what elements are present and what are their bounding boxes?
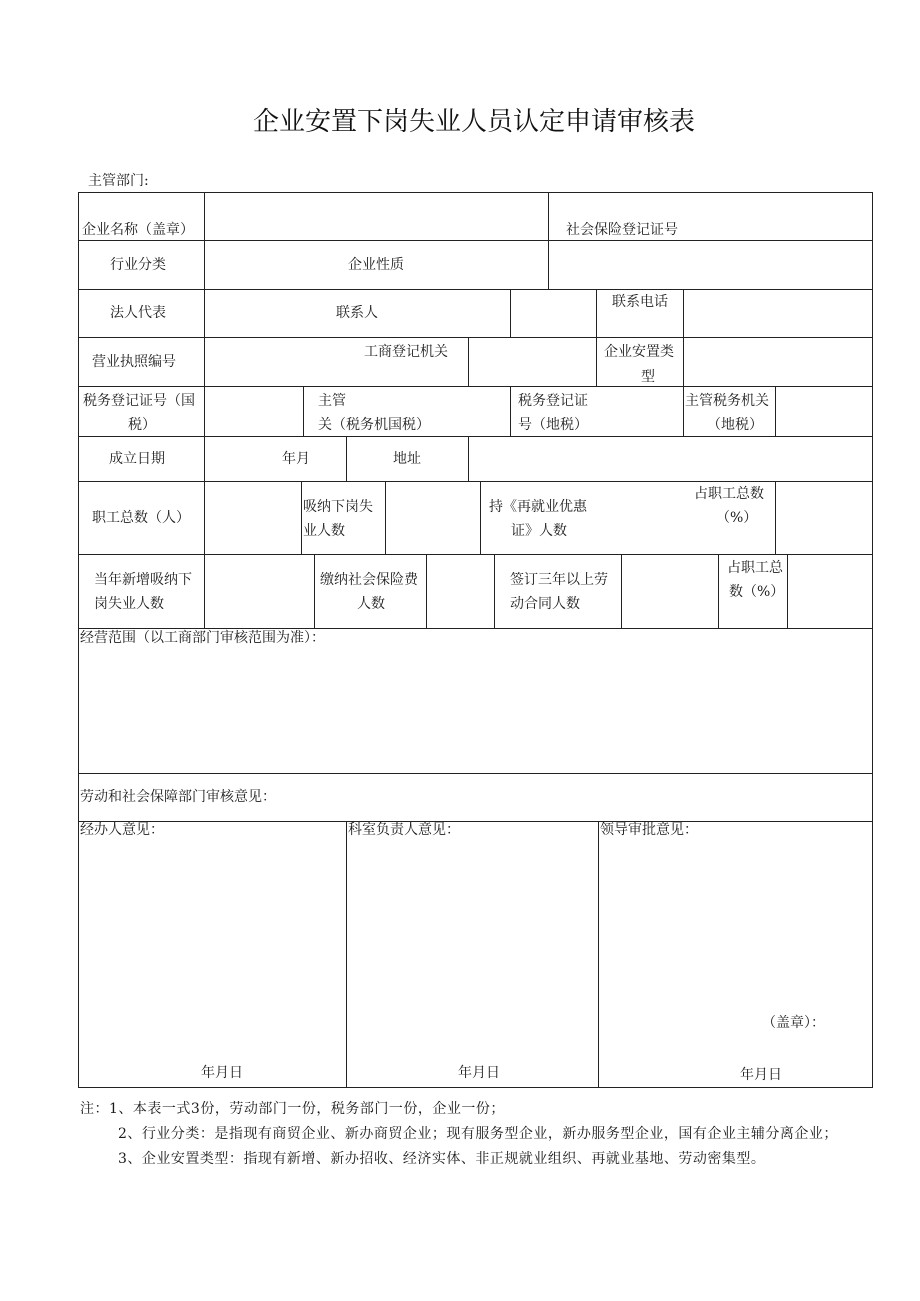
contact-person-label: 联系人 [336,305,378,321]
table-column-rule [468,436,469,481]
address-label: 地址 [393,451,421,467]
table-row-rule [78,554,873,555]
year-month-label: 年月 [282,451,310,467]
table-column-rule [598,821,599,1087]
date-label-handler: 年月日 [201,1065,243,1081]
table-column-rule [346,436,347,481]
social-insurance-paid-label-line1: 缴纳社会保险费 [320,572,418,588]
tax-authority-national-label-line1: 主管 [318,393,346,409]
table-row-rule [78,386,873,387]
contract-label-line2: 动合同人数 [510,596,580,612]
table-column-rule [787,554,788,628]
table-column-rule [775,386,776,436]
date-label-leader: 年月日 [740,1067,782,1083]
established-date-label: 成立日期 [109,451,165,467]
tax-reg-national-label-line1: 税务登记证号（国 [83,393,195,409]
table-row-rule [78,240,873,241]
note-3: 3、企业安置类型：指现有新增、新办招收、经济实体、非正规就业组织、再就业基地、劳动密集型。 [118,1151,766,1167]
enterprise-nature-label: 企业性质 [348,257,404,273]
table-column-rule [510,386,511,436]
staff-ratio-label-2-line1: 占职工总 [727,560,783,576]
tax-reg-local-label-line1: 税务登记证 [518,393,588,409]
tax-reg-national-label-line2: 税） [128,417,156,433]
staff-ratio-label-2-line2: 数（%） [729,584,785,600]
table-column-rule [346,821,347,1087]
absorbed-laid-off-label-line1: 吸纳下岗失 [303,499,373,515]
table-column-rule [718,554,719,628]
table-column-rule [775,481,776,554]
table-column-rule [480,481,481,554]
new-absorbed-label-line2: 岗失业人数 [94,596,164,612]
section-head-opinion-label: 科室负责人意见： [348,822,460,838]
table-row-rule [78,773,873,774]
social-insurance-no-label: 社会保险登记证号 [566,222,678,238]
industry-label: 行业分类 [110,257,166,273]
handler-opinion-label: 经办人意见： [80,822,164,838]
labor-dept-opinion-label: 劳动和社会保障部门审核意见： [80,789,276,805]
contract-label-line1: 签订三年以上劳 [510,572,608,588]
table-row-rule [78,337,873,338]
leader-approval-label: 领导审批意见： [600,822,698,838]
staff-ratio-label-1-line2: （%） [716,510,758,526]
table-column-rule [548,192,549,289]
social-insurance-paid-label-line2: 人数 [357,596,385,612]
note-1: 注：1、本表一式3份，劳动部门一份，税务部门一份，企业一份； [80,1101,505,1117]
new-absorbed-label-line1: 当年新增吸纳下 [94,572,192,588]
tax-authority-local-label-line2: （地税） [707,417,763,433]
table-row-rule [78,628,873,629]
table-row-rule [78,821,873,822]
tax-authority-local-label-line1: 主管税务机关 [685,393,769,409]
company-name-label: 企业名称（盖章） [82,222,194,238]
note-2: 2、行业分类：是指现有商贸企业、新办商贸企业；现有服务型企业，新办服务型企业，国有企业主辅分离企业； [118,1126,838,1142]
date-label-section-head: 年月日 [458,1065,500,1081]
license-no-label: 营业执照编号 [92,354,176,370]
table-column-rule [621,554,622,628]
table-column-rule [314,554,315,628]
placement-type-label-line2: 型 [641,369,655,385]
legal-rep-label: 法人代表 [110,305,166,321]
page-title: 企业安置下岗失业人员认定申请审核表 [253,107,696,137]
table-column-rule [494,554,495,628]
total-staff-label: 职工总数（人） [92,510,190,526]
table-column-rule [596,289,597,386]
placement-type-label-line1: 企业安置类 [604,344,674,360]
table-column-rule [301,481,302,554]
table-column-rule [510,289,511,337]
table-column-rule [385,481,386,554]
table-column-rule [426,554,427,628]
seal-label: （盖章）： [762,1015,825,1031]
table-column-rule [303,386,304,436]
table-row-rule [78,481,873,482]
reemployment-cert-label-line1: 持《再就业优惠 [489,499,587,515]
table-row-rule [78,436,873,437]
table-column-rule [683,289,684,436]
contact-phone-label: 联系电话 [612,294,668,310]
registration-authority-label: 工商登记机关 [364,344,448,360]
table-row-rule [78,289,873,290]
reemployment-cert-label-line2: 证》人数 [511,523,567,539]
table-column-rule [468,337,469,386]
staff-ratio-label-1-line1: 占职工总数 [694,486,764,502]
absorbed-laid-off-label-line2: 业人数 [303,523,345,539]
tax-authority-national-label-line2: 关（税务机国税） [318,417,430,433]
tax-reg-local-label-line2: 号（地税） [518,417,588,433]
department-label: 主管部门: [88,173,149,189]
business-scope-label: 经营范围（以工商部门审核范围为准）： [80,630,325,646]
table-column-rule [204,192,205,628]
